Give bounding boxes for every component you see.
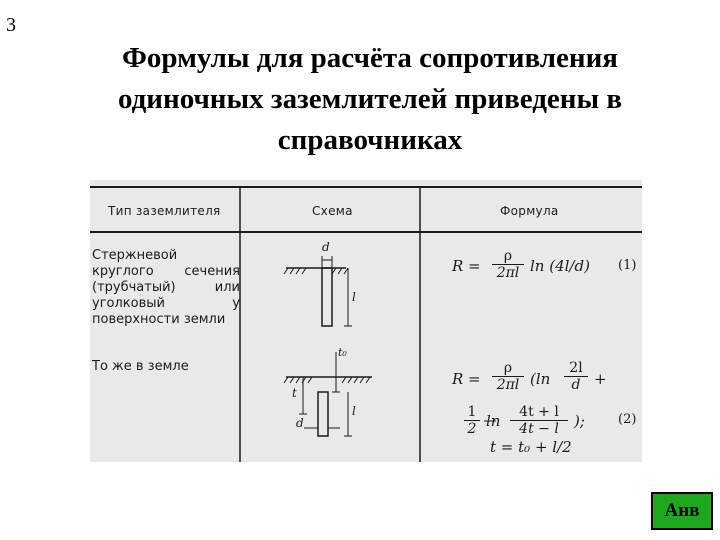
slide-number: 3 <box>6 14 16 36</box>
title-line-2: одиночных заземлителей приведены в <box>117 83 623 115</box>
title-line-3: справочниках <box>277 124 463 156</box>
row1-label-d: d <box>322 240 330 254</box>
formula2-number: (2) <box>618 412 637 427</box>
anv-nav-button[interactable]: Анв <box>651 492 713 530</box>
formula2-plus: + <box>594 370 607 388</box>
slide-title <box>60 38 680 161</box>
formula2-den3: 2 <box>464 420 480 437</box>
formula1-lhs: R = <box>452 257 481 275</box>
formula2-extra: t = t₀ + l/2 <box>490 438 572 456</box>
formula2-num1: ρ <box>503 360 513 376</box>
scheme-rod-at-surface <box>284 256 352 326</box>
row2-type: То же в земле <box>92 359 189 374</box>
row2-label-d: d <box>296 416 304 430</box>
formula2-den2: d <box>564 376 588 393</box>
formula2-num2: 2l <box>569 360 583 376</box>
formula2-fraction3 <box>464 404 480 437</box>
formula2-fraction1 <box>492 360 524 393</box>
formula2-num3: 1 <box>467 404 477 420</box>
row2-label-t0: t₀ <box>338 346 347 359</box>
formula2-num4: 4t + l <box>519 404 559 420</box>
title-line-1: Формулы для расчёта сопротивления <box>122 42 618 74</box>
row2-label-t: t <box>292 386 297 400</box>
formula2-ln-open: (ln <box>530 370 551 388</box>
formula1-num: ρ <box>503 248 513 264</box>
header-type: Тип заземлителя <box>108 204 221 218</box>
header-scheme: Схема <box>312 204 353 218</box>
formula2-lhs: R = <box>452 370 481 388</box>
formula1-den: 2πl <box>492 264 524 281</box>
formula1-number: (1) <box>618 258 637 273</box>
formula1-rest: ln (4l/d) <box>530 257 590 275</box>
row1-type: Стержневой круглого сечения (трубчатый) или уголковый у поверхности земли <box>92 248 240 327</box>
formula2-close: ); <box>574 412 585 430</box>
grounding-formulas-table <box>90 180 642 462</box>
formula2-den4: 4t − l <box>510 420 568 437</box>
formula2-den1: 2πl <box>492 376 524 393</box>
row1-label-l: l <box>352 290 356 304</box>
header-formula: Формула <box>500 204 559 218</box>
row2-label-l: l <box>352 404 356 418</box>
formula2-fraction4 <box>510 404 568 437</box>
formula1-fraction <box>492 248 524 281</box>
formula2-fraction2 <box>564 360 588 393</box>
formula2-ln2: ln <box>486 412 501 430</box>
